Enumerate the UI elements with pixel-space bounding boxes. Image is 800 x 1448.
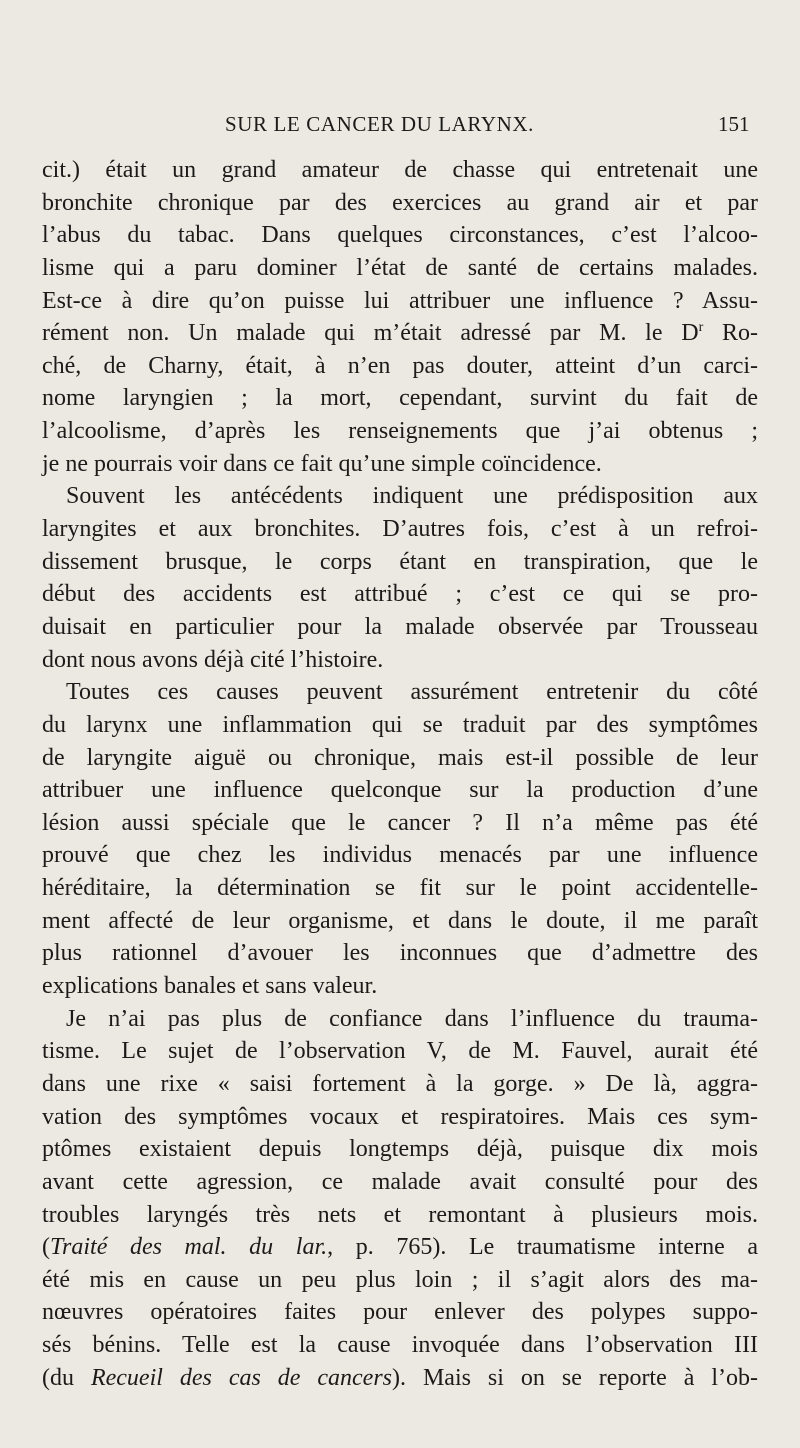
text-line: l’abus du tabac. Dans quelques circonstances, c’est l’alcoo- [42, 222, 758, 249]
text-line: nœuvres opératoires faites pour enlever des polypes suppo- [42, 1299, 758, 1326]
text-line: de laryngite aiguë ou chronique, mais est-il possible de leur [42, 744, 758, 771]
paragraph-start-line: Toutes ces causes peuvent assurément entretenir du côté [66, 679, 758, 706]
text-line: sés bénins. Telle est la cause invoquée dans l’observation III [42, 1332, 758, 1359]
text-line: ptômes existaient depuis longtemps déjà, puisque dix mois [42, 1136, 758, 1163]
text-line: lésion aussi spéciale que le cancer ? Il n’a même pas été [42, 809, 758, 836]
text-fragment: ). Mais si on se reporte à l’ob- [392, 1364, 758, 1391]
citation-title: Traité des mal. du lar. [50, 1234, 328, 1261]
text-line: nome laryngien ; la mort, cependant, survint du fait de [42, 385, 758, 412]
text-line: été mis en cause un peu plus loin ; il s’agit alors des ma- [42, 1266, 758, 1293]
text-fragment: rément non. Un malade qui m’était adressé par M. le D [42, 320, 699, 347]
running-head-title: SUR LE CANCER DU LARYNX. [225, 112, 535, 136]
text-line: Est-ce à dire qu’on puisse lui attribuer une influence ? Assu- [42, 287, 758, 314]
text-line: héréditaire, la détermination se fit sur le point accidentelle- [42, 875, 758, 902]
text-line: dont nous avons déjà cité l’histoire. [42, 646, 384, 673]
text-fragment: ( [42, 1234, 50, 1261]
text-fragment: , p. 765 [327, 1234, 433, 1261]
text-line: bronchite chronique par des exercices au grand air et par [42, 189, 758, 216]
running-head [0, 112, 800, 142]
text-line: début des accidents est attribué ; c’est ce qui se pro- [42, 581, 758, 608]
text-line [42, 1362, 758, 1395]
paragraph-start-line: Souvent les antécédents indiquent une prédisposition aux [66, 483, 758, 510]
text-line: attribuer une influence quelconque sur la production d’une [42, 777, 758, 804]
page-number: 151 [718, 112, 750, 136]
text-line: plus rationnel d’avouer les inconnues que d’admettre des [42, 940, 758, 967]
text-line: dans une rixe « saisi fortement à la gorge. » De là, aggra- [42, 1070, 758, 1097]
text-fragment: Ro- [703, 320, 758, 347]
text-line: prouvé que chez les individus menacés par une influence [42, 842, 758, 869]
citation-title: Recueil des cas de cancers [90, 1364, 393, 1391]
superscript-r: r [698, 320, 704, 336]
text-fragment: (du [42, 1364, 91, 1391]
text-line: explications banales et sans valeur. [42, 973, 378, 1000]
text-line: laryngites et aux bronchites. D’autres fois, c’est à un refroi- [42, 516, 758, 543]
text-line: vation des symptômes vocaux et respiratoires. Mais ces sym- [42, 1103, 758, 1130]
text-line: dissement brusque, le corps étant en transpiration, que le [42, 548, 758, 575]
text-line: cit.) était un grand amateur de chasse qui entretenait une [42, 157, 758, 183]
text-line: duisait en particulier pour la malade observée par Trousseau [42, 613, 758, 640]
text-line [42, 1231, 758, 1264]
paragraph-start-line: Je n’ai pas plus de confiance dans l’influence du trauma- [66, 1005, 758, 1032]
text-line: je ne pourrais voir dans ce fait qu’une simple coïncidence. [42, 450, 602, 477]
text-line: ché, de Charny, était, à n’en pas douter, atteint d’un carci- [42, 352, 758, 379]
text-line: tisme. Le sujet de l’observation V, de M. Fauvel, aurait été [42, 1038, 758, 1065]
body-text [42, 154, 758, 1394]
text-line: troubles laryngés très nets et remontant à plusieurs mois. [42, 1201, 758, 1228]
text-fragment: ). Le traumatisme interne a [432, 1234, 758, 1261]
text-line: avant cette agression, ce malade avait consulté pour des [42, 1168, 758, 1195]
text-line: ment affecté de leur organisme, et dans le doute, il me paraît [42, 907, 758, 934]
text-line: lisme qui a paru dominer l’état de santé de certains malades. [42, 254, 758, 281]
text-line: du larynx une inflammation qui se traduit par des symptômes [42, 711, 758, 738]
text-line [42, 317, 758, 350]
text-line: l’alcoolisme, d’après les renseignements que j’ai obtenus ; [42, 418, 758, 445]
